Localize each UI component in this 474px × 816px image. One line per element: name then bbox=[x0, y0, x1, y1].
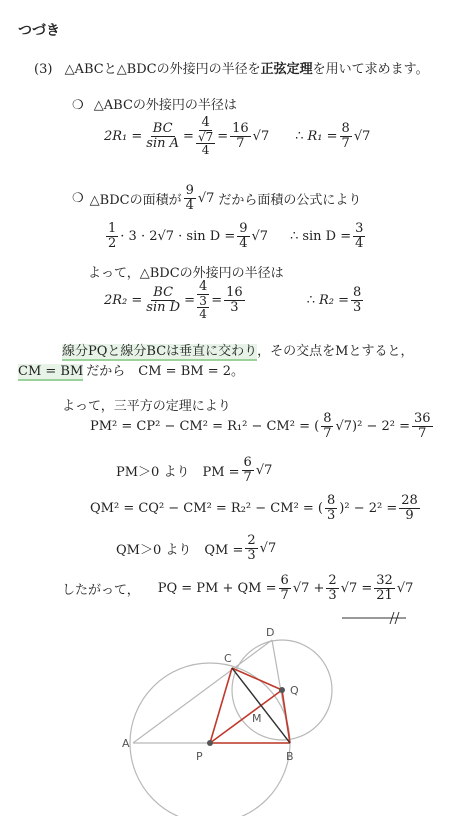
fraction: $\frac{9}{4}$ bbox=[185, 183, 194, 213]
perpendicular-statement-line1 bbox=[62, 340, 413, 359]
r1-lhs: R₁ = bbox=[307, 128, 338, 144]
compound-fraction: 4 3 4 bbox=[198, 279, 208, 322]
pythagoras-intro: よって，三平方の定理により bbox=[62, 399, 231, 414]
compound-fraction: 4 √7 4 bbox=[197, 115, 214, 158]
fraction: $\frac{2}{3}$ bbox=[328, 573, 337, 603]
fraction: $\frac{16}{3}$ bbox=[226, 285, 243, 315]
sqrt-term: √7 = bbox=[340, 580, 373, 596]
fraction: $\frac{BC}{\text{sin D}}$ bbox=[146, 285, 181, 315]
qm-cond: QM＞0 より QM = bbox=[116, 542, 244, 558]
eq-lhs: 2R₂ = bbox=[104, 292, 143, 308]
bdc-area-label bbox=[72, 184, 361, 212]
bdc-radius-equation bbox=[104, 280, 365, 321]
point-p-marker bbox=[207, 740, 213, 746]
final-eq: PQ = PM + QM = bbox=[157, 580, 277, 596]
final-pre: したがって， bbox=[62, 582, 140, 598]
area-eq-mid: · 3 · 2√7 · sin D = bbox=[120, 228, 236, 244]
label-b: B bbox=[286, 750, 294, 763]
equals: = bbox=[217, 128, 229, 144]
fraction: $\frac{6}{7}$ bbox=[280, 573, 289, 603]
qm-squared-equation bbox=[90, 494, 422, 522]
qm-result bbox=[116, 534, 276, 562]
fraction: $\frac{1}{2}$ bbox=[108, 221, 117, 251]
label-p: P bbox=[196, 750, 203, 763]
statement-rest: ，その交点をMとすると， bbox=[257, 344, 414, 359]
bullet-icon: ❍ bbox=[72, 98, 84, 113]
label-d: D bbox=[266, 626, 275, 639]
segment-pq bbox=[210, 690, 282, 743]
bdc-radius-label: よって，△BDCの外接円の半径は bbox=[88, 266, 284, 281]
equals: = bbox=[211, 292, 223, 308]
fraction: $\frac{2}{3}$ bbox=[247, 533, 256, 563]
problem-statement bbox=[34, 58, 429, 77]
fraction: $\frac{8}{7}$ bbox=[323, 411, 332, 441]
bullet-icon: ❍ bbox=[72, 190, 84, 206]
problem-number: (3) bbox=[34, 62, 53, 77]
segment-ac bbox=[133, 640, 272, 743]
label-a: A bbox=[122, 737, 130, 750]
label-m: M bbox=[252, 712, 262, 725]
final-equation bbox=[62, 574, 413, 602]
pm-result bbox=[116, 456, 272, 484]
area-label-pre: △BDCの面積が bbox=[89, 192, 182, 208]
equals: = bbox=[184, 292, 195, 308]
sqrt-term: √7 bbox=[252, 128, 270, 144]
fraction: $\frac{16}{7}$ bbox=[232, 121, 249, 151]
sqrt-term: √7 + bbox=[292, 580, 325, 596]
bdc-area-equation bbox=[104, 222, 367, 250]
statement-post: を用いて求めます。 bbox=[312, 62, 429, 77]
qm2-text: QM² = CQ² − CM² = R₂² − CM² = ( bbox=[90, 500, 324, 516]
eq-lhs: 2R₁ = bbox=[104, 128, 143, 144]
geometry-figure bbox=[0, 610, 474, 816]
pm-squared-equation bbox=[90, 412, 435, 440]
sqrt-term: √7 bbox=[255, 462, 273, 478]
page-header: つづき bbox=[18, 23, 60, 39]
sqrt-term: √7 bbox=[353, 128, 371, 144]
segment-cp bbox=[210, 668, 232, 743]
therefore-symbol: ∴ bbox=[295, 128, 304, 144]
statement-pre: △ABCと△BDCの外接円の半径を bbox=[64, 62, 261, 77]
pm2-mid: √7)² − 2² = bbox=[335, 418, 410, 434]
fraction: $\frac{36}{7}$ bbox=[413, 411, 431, 441]
pm2-text: PM² = CP² − CM² = R₁² − CM² = ( bbox=[90, 418, 320, 434]
fraction: $\frac{28}{9}$ bbox=[401, 493, 418, 523]
sqrt-term: √7 bbox=[197, 190, 215, 206]
therefore-symbol: ∴ bbox=[306, 292, 315, 308]
sqrt-term: √7 bbox=[259, 540, 277, 556]
highlighted-text: 線分PQと線分BCは垂直に交わり bbox=[62, 344, 258, 359]
qm2-mid: )² − 2² = bbox=[339, 500, 398, 516]
sin-lhs: sin D = bbox=[302, 228, 352, 244]
label-c: C bbox=[224, 652, 232, 665]
fraction: $\frac{6}{7}$ bbox=[243, 455, 252, 485]
fraction: $\frac{BC}{\text{sin A}}$ bbox=[146, 121, 180, 151]
sqrt-term: √7 bbox=[396, 580, 414, 596]
highlighted-text: CM = BM bbox=[18, 364, 84, 379]
final-answer-fraction: $\frac{32}{21}$ bbox=[376, 573, 393, 603]
statement-rest: だから CM = BM = 2。 bbox=[86, 364, 244, 379]
fraction: $\frac{8}{3}$ bbox=[353, 285, 362, 315]
therefore-symbol: ∴ bbox=[290, 228, 299, 244]
statement-bold: 正弦定理 bbox=[260, 62, 313, 77]
sqrt-term: √7 bbox=[251, 228, 269, 244]
equals: = bbox=[183, 128, 194, 144]
abc-label-text: △ABCの外接円の半径は bbox=[93, 98, 237, 113]
fraction: $\frac{9}{4}$ bbox=[239, 221, 248, 251]
pm-cond: PM＞0 より PM = bbox=[116, 464, 240, 480]
fraction: $\frac{8}{3}$ bbox=[327, 493, 336, 523]
abc-radius-equation bbox=[104, 116, 370, 157]
label-q: Q bbox=[290, 684, 299, 697]
r2-lhs: R₂ = bbox=[318, 292, 350, 308]
fraction: $\frac{3}{4}$ bbox=[355, 221, 364, 251]
abc-radius-label bbox=[72, 94, 237, 113]
point-q-marker bbox=[279, 687, 285, 693]
fraction: $\frac{8}{7}$ bbox=[341, 121, 350, 151]
segment-cq bbox=[232, 668, 282, 690]
perpendicular-statement-line2 bbox=[18, 360, 244, 379]
area-label-post: だから面積の公式により bbox=[218, 192, 362, 208]
